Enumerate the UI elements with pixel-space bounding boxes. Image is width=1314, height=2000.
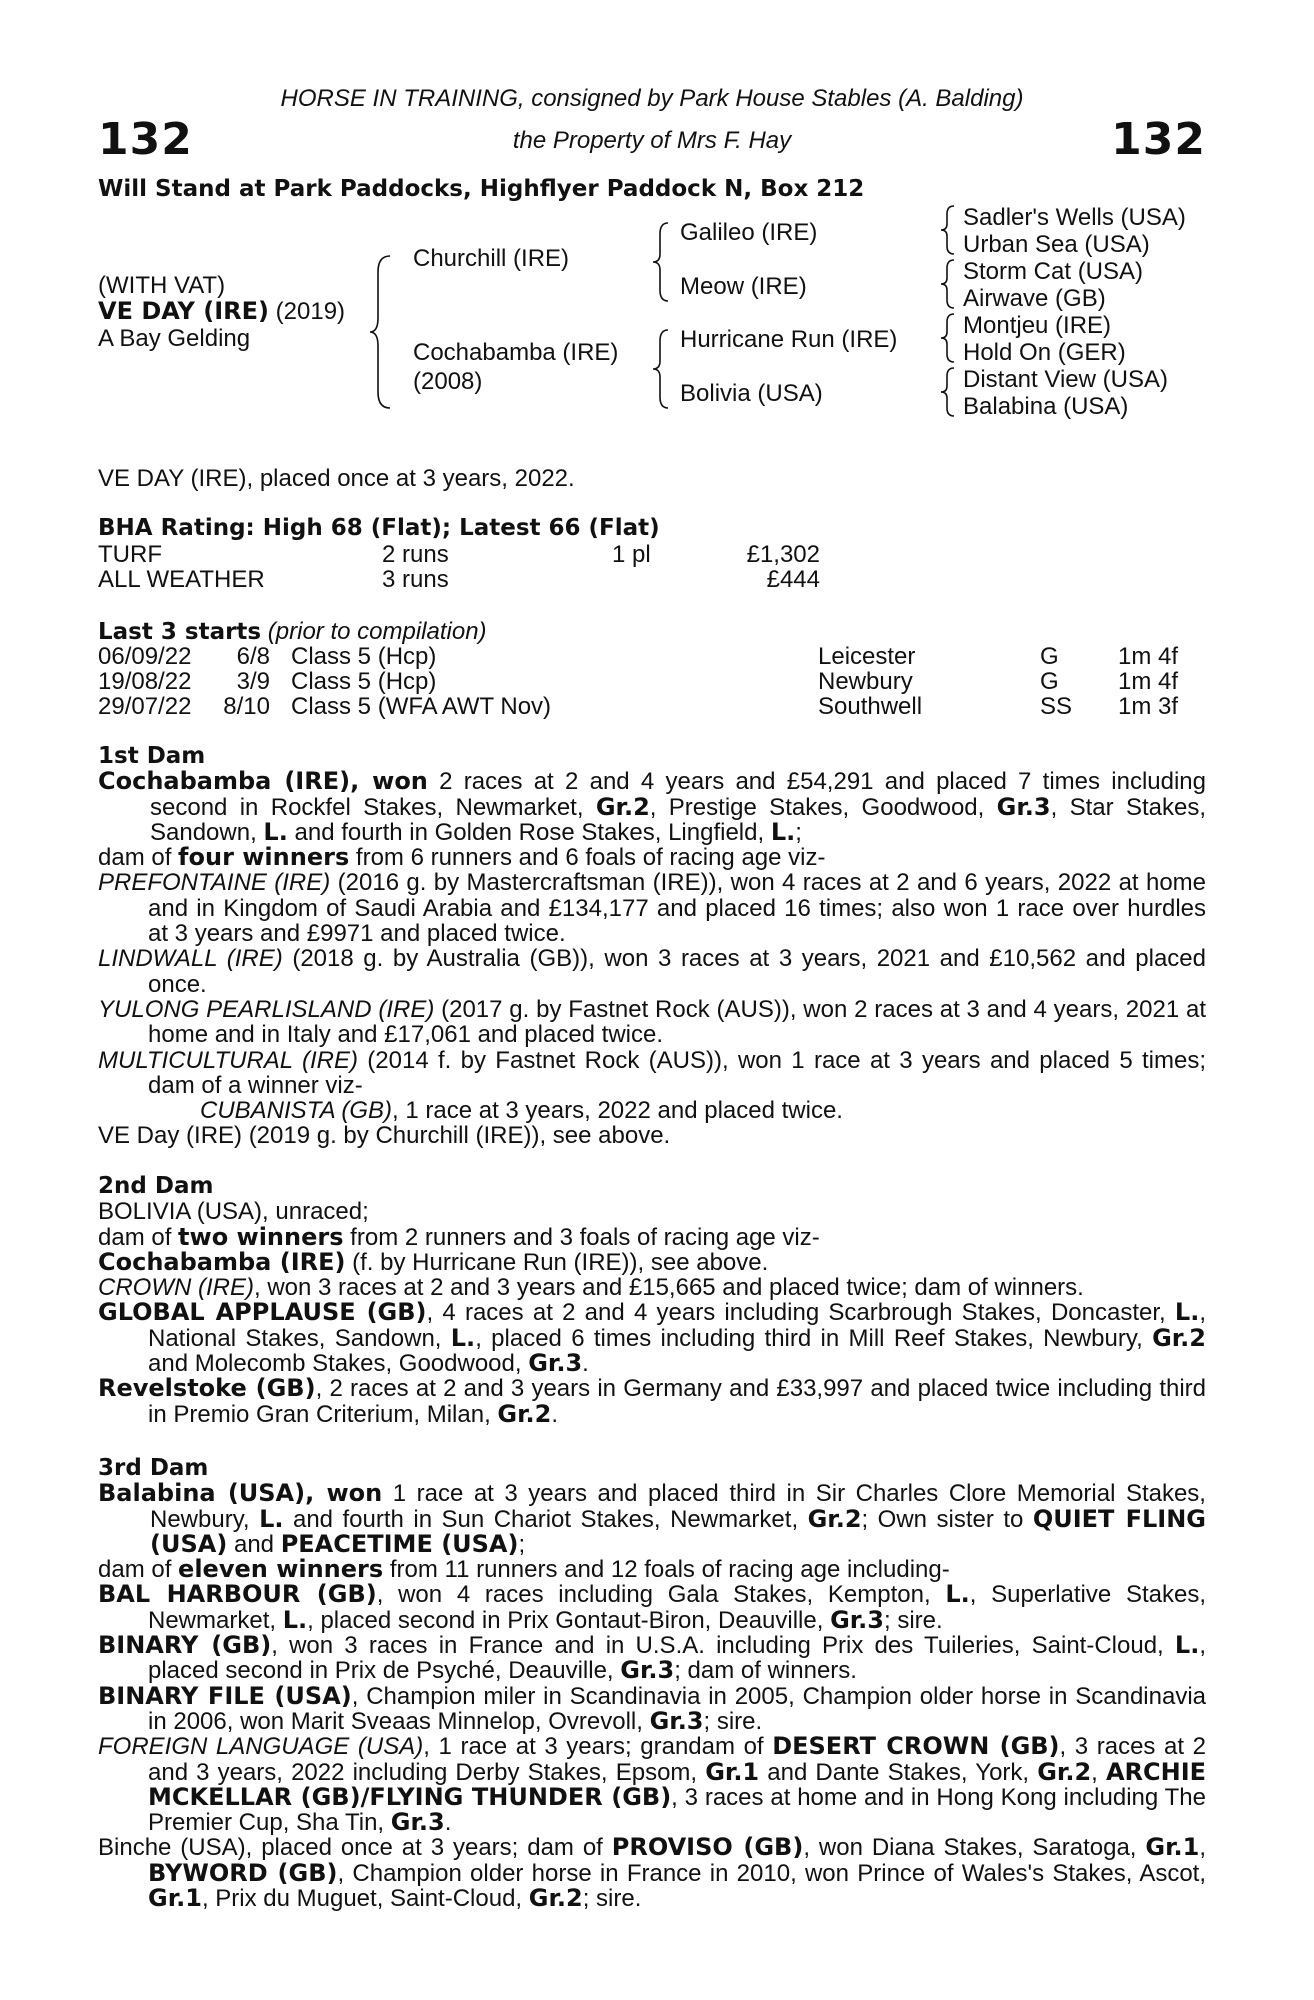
brace-ss <box>938 204 958 256</box>
offspring-entry: YULONG PEARLISLAND (IRE) (2017 g. by Fastnet Rock (AUS)), won 2 races at 3 and 4 years, 2021 at home and in Italy and £17,061 and placed twice. <box>98 995 1206 1049</box>
dam-year: (2008) <box>413 368 483 395</box>
ggd-3: Hold On (GER) <box>963 339 1126 366</box>
dam-record: Balabina (USA), won 1 race at 3 years and placed third in Sir Charles Clore Memorial Stakes, Newbury, L. and fourth in Sun Chariot Stakes, Newmarket, Gr.2; Own sister to QUIET FLING (USA) and PEACETIME (USA); <box>98 1479 1207 1558</box>
offspring-entry: BINARY (GB), won 3 races in France and in U.S.A. including Prix des Tuileries, Saint-Cloud, L., placed second in Prix de Psyché, Deauville, Gr.3; dam of winners. <box>98 1631 1206 1685</box>
produce-intro: dam of eleven winners from 11 runners and 12 foals of racing age including- <box>98 1555 950 1584</box>
section-heading: 2nd Dam <box>98 1173 214 1199</box>
dam-sire: Hurricane Run (IRE) <box>680 326 898 353</box>
ggs-4: Distant View (USA) <box>963 366 1168 393</box>
start-course: Newbury <box>818 668 913 695</box>
horse-description: A Bay Gelding <box>98 325 251 352</box>
ggs-3: Montjeu (IRE) <box>963 312 1112 339</box>
offspring-entry: GLOBAL APPLAUSE (GB), 4 races at 2 and 4 years including Scarbrough Stakes, Doncaster, L., National Stakes, Sandown, L., placed 6 times including third in Mill Reef Stakes, Newbury, Gr.2 and Molecomb Stakes, Goodwood, Gr.3. <box>98 1298 1206 1378</box>
offspring-entry: Revelstoke (GB), 2 races at 2 and 3 years in Germany and £33,997 and placed twice including third in Premio Gran Criterium, Milan, Gr.2. <box>98 1374 1207 1428</box>
vat-note: (WITH VAT) <box>98 272 226 299</box>
produce-intro: dam of four winners from 6 runners and 6 foals of racing age viz- <box>98 843 826 872</box>
last-starts-label: Last 3 starts <box>98 619 262 645</box>
horse-name: VE DAY (IRE) <box>98 297 269 325</box>
start-going: SS <box>1040 693 1073 720</box>
sire-name: Churchill (IRE) <box>413 245 570 272</box>
offspring-entry: BAL HARBOUR (GB), won 4 races including Gala Stakes, Kempton, L., Superlative Stakes, Newmarket, L., placed second in Prix Gontaut-Biron, Deauville, Gr.3; sire. <box>98 1580 1206 1634</box>
rating-runs: 3 runs <box>382 566 449 593</box>
start-distance: 1m 4f <box>1118 668 1179 695</box>
produce-intro: dam of two winners from 2 runners and 3 foals of racing age viz- <box>98 1222 820 1251</box>
start-position: 3/9 <box>236 668 270 695</box>
dam-record: BOLIVIA (USA), unraced; <box>98 1198 369 1226</box>
rating-prize: £1,302 <box>746 541 820 568</box>
start-race: Class 5 (WFA AWT Nov) <box>291 693 552 720</box>
ggs-2: Storm Cat (USA) <box>963 258 1144 285</box>
race-summary: VE DAY (IRE), placed once at 3 years, 2022. <box>98 465 575 492</box>
rating-placed: 1 pl <box>612 541 651 568</box>
dam-dam: Bolivia (USA) <box>680 380 823 407</box>
start-going: G <box>1040 643 1059 670</box>
sire-dam: Meow (IRE) <box>680 273 807 300</box>
start-distance: 1m 4f <box>1118 643 1179 670</box>
start-date: 06/09/22 <box>98 643 192 670</box>
offspring-entry: PREFONTAINE (IRE) (2016 g. by Mastercraftsman (IRE)), won 4 races at 2 and 6 years, 2022 at home and in Kingdom of Saudi Arabia and £134,177 and placed 16 times; also won 1 race over hurdles at 3 years and £9971 and placed twice. <box>98 869 1207 948</box>
start-race: Class 5 (Hcp) <box>291 668 437 695</box>
consignor-line: HORSE IN TRAINING, consigned by Park House Stables (A. Balding) <box>280 85 1024 112</box>
last-starts-title <box>98 619 487 645</box>
property-line: the Property of Mrs F. Hay <box>512 127 792 154</box>
brace-ds <box>938 312 958 364</box>
brace-sire <box>650 220 672 304</box>
ggd-1: Urban Sea (USA) <box>963 231 1150 258</box>
sire-sire: Galileo (IRE) <box>680 219 818 246</box>
ggd-2: Airwave (GB) <box>963 285 1106 312</box>
first-dam-section <box>98 744 1206 1149</box>
offspring-entry: CROWN (IRE), won 3 races at 2 and 3 years and £15,665 and placed twice; dam of winners. <box>98 1274 1084 1302</box>
start-position: 8/10 <box>223 693 270 720</box>
rating-surface: TURF <box>98 541 162 568</box>
rating-surface: ALL WEATHER <box>98 566 265 593</box>
start-race: Class 5 (Hcp) <box>291 643 437 670</box>
horse-year: (2019) <box>275 298 346 325</box>
horse-name-line <box>98 299 345 324</box>
brace-sd <box>938 258 958 310</box>
ggs-1: Sadler's Wells (USA) <box>963 204 1186 231</box>
brace-main <box>368 252 398 412</box>
offspring-entry: LINDWALL (IRE) (2018 g. by Australia (GB)), won 3 races at 3 years, 2021 and £10,562 and placed once. <box>98 945 1206 998</box>
offspring-entry: CUBANISTA (GB), 1 race at 3 years, 2022 and placed twice. <box>200 1097 843 1125</box>
dam-name: Cochabamba (IRE) <box>413 339 619 366</box>
ggd-4: Balabina (USA) <box>963 393 1129 420</box>
start-going: G <box>1040 668 1059 695</box>
brace-dd <box>938 366 958 418</box>
third-dam-section <box>98 1456 1206 1911</box>
rating-prize: £444 <box>766 566 820 593</box>
brace-dam <box>650 327 672 411</box>
section-heading: 3rd Dam <box>98 1455 209 1481</box>
offspring-entry: Binche (USA), placed once at 3 years; dam of PROVISO (GB), won Diana Stakes, Saratoga, Gr.1, BYWORD (GB), Champion older horse in France in 2010, won Prince of Wales's Stakes, Ascot, Gr.1, Prix du Muguet, Saint-Cloud, Gr.2; sire. <box>98 1833 1207 1913</box>
offspring-entry: FOREIGN LANGUAGE (USA), 1 race at 3 years; grandam of DESERT CROWN (GB), 3 races at 2 and 3 years, 2022 including Derby Stakes, Epsom, Gr.1 and Dante Stakes, York, Gr.2, ARCHIE MCKELLAR (GB)/FLYING THUNDER (GB), 3 races at home and in Hong Kong including The Premier Cup, Sha Tin, Gr.3. <box>98 1732 1207 1837</box>
start-date: 29/07/22 <box>98 693 192 720</box>
start-position: 6/8 <box>236 643 270 670</box>
offspring-entry: MULTICULTURAL (IRE) (2014 f. by Fastnet Rock (AUS)), won 1 race at 3 years and placed 5 times; dam of a winner viz- <box>98 1046 1206 1099</box>
dam-record: Cochabamba (IRE), won 2 races at 2 and 4 years and £54,291 and placed 7 times including second in Rockfel Stakes, Newmarket, Gr.2, Prestige Stakes, Goodwood, Gr.3, Star Stakes, Sandown, L. and fourth in Golden Rose Stakes, Lingfield, L.; <box>98 767 1207 846</box>
rating-runs: 2 runs <box>382 541 449 568</box>
second-dam-section <box>98 1174 1206 1427</box>
bha-rating-title: BHA Rating: High 68 (Flat); Latest 66 (Flat) <box>98 515 660 541</box>
stabling-location: Will Stand at Park Paddocks, Highflyer Paddock N, Box 212 <box>98 176 865 202</box>
start-distance: 1m 3f <box>1118 693 1179 720</box>
last-starts-note: (prior to compilation) <box>267 618 487 645</box>
start-course: Southwell <box>818 693 923 720</box>
offspring-entry: Cochabamba (IRE) (f. by Hurricane Run (IRE)), see above. <box>98 1247 769 1276</box>
start-course: Leicester <box>818 643 916 670</box>
section-heading: 1st Dam <box>98 743 206 769</box>
start-date: 19/08/22 <box>98 668 192 695</box>
offspring-entry: BINARY FILE (USA), Champion miler in Scandinavia in 2005, Champion older horse in Scandinavia in 2006, won Marit Sveaas Minnelop, Ovrevoll, Gr.3; sire. <box>98 1681 1207 1735</box>
offspring-entry: VE Day (IRE) (2019 g. by Churchill (IRE)), see above. <box>98 1122 671 1150</box>
lot-number-right: 132 <box>1111 114 1206 165</box>
lot-number-left: 132 <box>98 114 193 165</box>
